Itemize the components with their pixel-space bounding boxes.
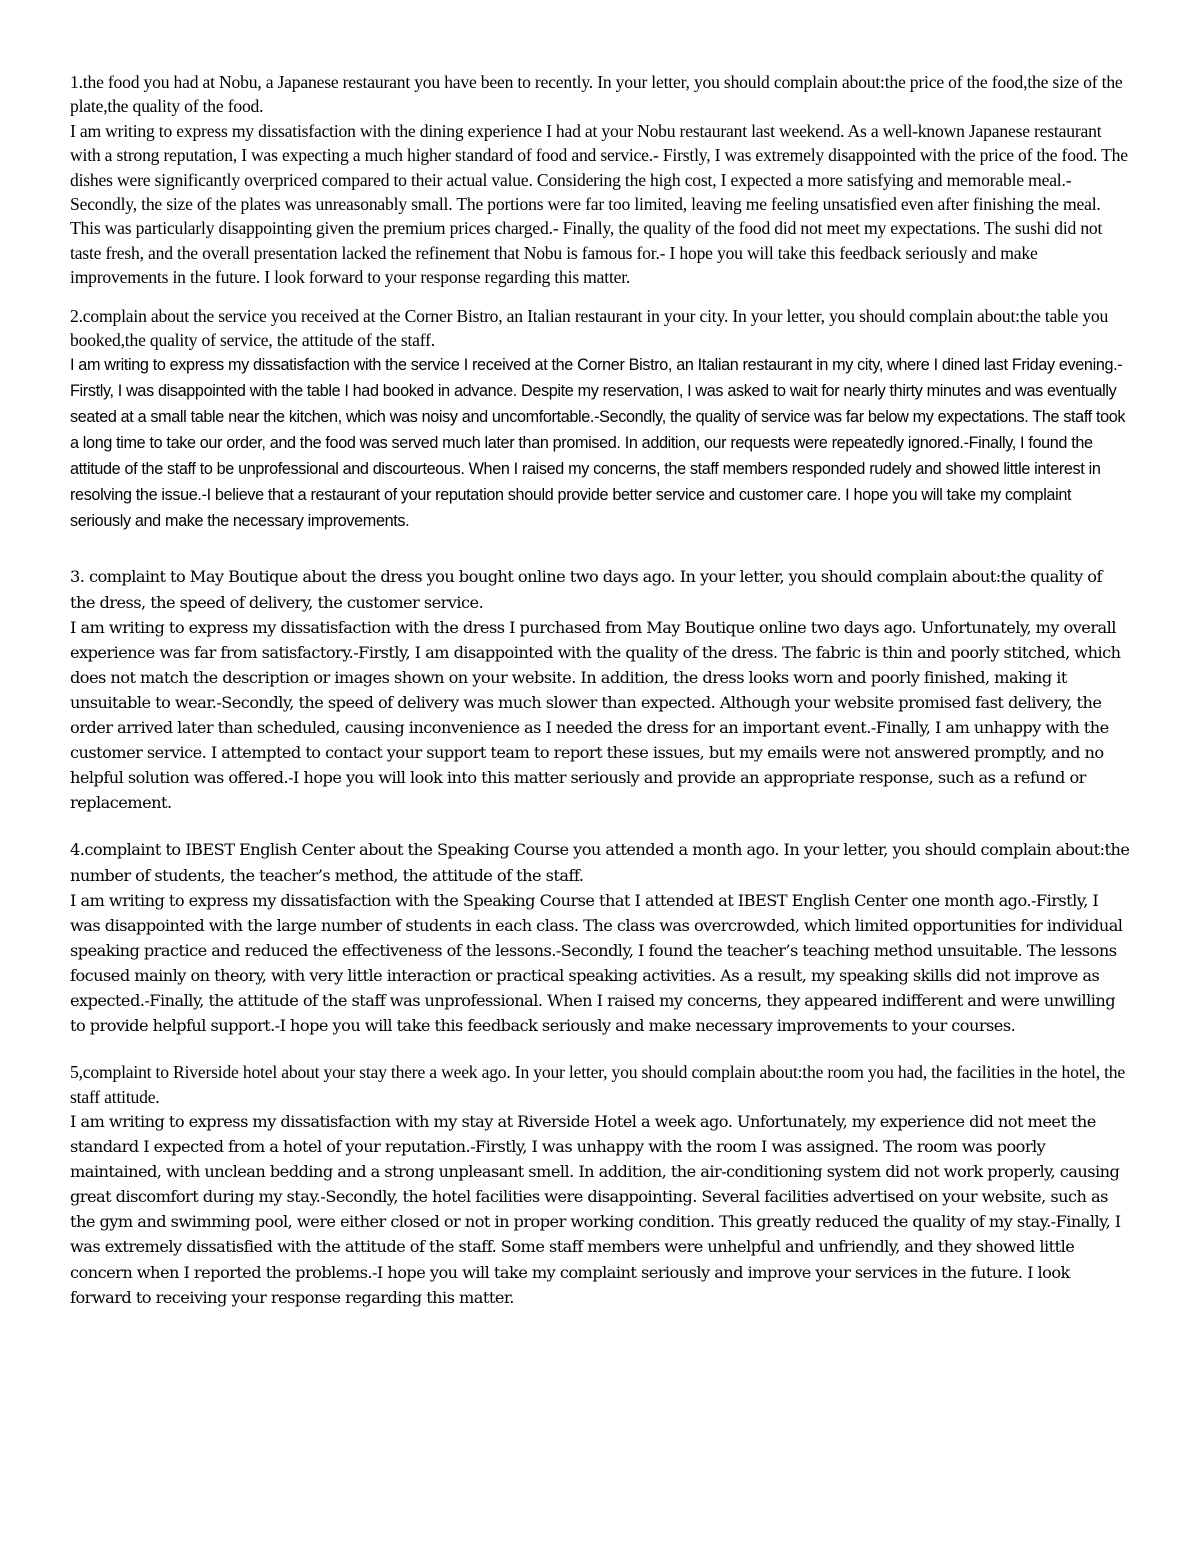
section-letter: I am writing to express my dissatisfaction with the dining experience I had at your Nobu restaurant last weekend. As a well-known Japanese restaurant with a strong reputation, I was expecting a much higher standard of food and service.- Firstly, I was extremely disappointed with the price of the food. The dishes were significantly overpriced compared to their actual value. Considering the high cost, I expected a more satisfying and memorable meal.- Secondly, the size of the plates was unreasonably small. The portions were far too limited, leaving me feeling unsatisfied even after finishing the meal. This was particularly disappointing given the premium prices charged.- Finally, the quality of the food did not meet my expectations. The sushi did not taste fresh, and the overall presentation lacked the refinement that Nobu is famous for.- I hope you will take this feedback seriously and make improvements in the future. I look forward to your response regarding this matter.: [70, 120, 1128, 288]
section-prompt: 1.the food you had at Nobu, a Japanese restaurant you have been to recently. In your letter, you should complain about:the price of the food,the size of the plate,the quality of the food.: [70, 72, 1123, 117]
complaint-section-3: [70, 564, 1130, 815]
section-letter: I am writing to express my dissatisfaction with my stay at Riverside Hotel a week ago. Unfortunately, my experience did not meet the standard I expected from a hotel of your reputation.-Firstly, I was unhappy with the room I was assigned. The room was poorly maintained, with unclean bedding and a strong unpleasant smell. In addition, the air-conditioning system did not work properly, causing great discomfort during my stay.-Secondly, the hotel facilities were disappointing. Several facilities advertised on your website, such as the gym and swimming pool, were either closed or not in proper working condition. This greatly reduced the quality of my stay.-Finally, I was extremely dissatisfied with the attitude of the staff. Some staff members were unhelpful and unfriendly, and they showed little concern when I reported the problems.-I hope you will take my complaint seriously and improve your services in the future. I look forward to receiving your response regarding this matter.: [70, 1111, 1121, 1307]
section-letter: I am writing to express my dissatisfaction with the Speaking Course that I attended at IBEST English Center one month ago.-Firstly, I was disappointed with the large number of students in each class. The class was overcrowded, which limited opportunities for individual speaking practice and reduced the effectiveness of the lessons.-Secondly, I found the teacher’s teaching method unsuitable. The lessons focused mainly on theory, with very little interaction or practical speaking activities. As a result, my speaking skills did not improve as expected.-Finally, the attitude of the staff was unprofessional. When I raised my concerns, they appeared indifferent and were unwilling to provide helpful support.-I hope you will take this feedback seriously and make necessary improvements to your courses.: [70, 890, 1123, 1036]
section-prompt: 3. complaint to May Boutique about the dress you bought online two days ago. In your letter, you should complain about:the quality of the dress, the speed of delivery, the customer service.: [70, 567, 1102, 612]
section-prompt: 5,complaint to Riverside hotel about your stay there a week ago. In your letter, you should complain about:the room you had, the facilities in the hotel, the staff attitude.: [70, 1062, 1126, 1107]
section-letter: I am writing to express my dissatisfaction with the service I received at the Corner Bistro, an Italian restaurant in my city, where I dined last Friday evening.-Firstly, I was disappointed with the table I had booked in advance. Despite my reservation, I was asked to wait for nearly thirty minutes and was eventually seated at a small table near the kitchen, which was noisy and uncomfortable.-Secondly, the quality of service was far below my expectations. The staff took a long time to take our order, and the food was served much later than promised. In addition, our requests were repeatedly ignored.-Finally, I found the attitude of the staff to be unprofessional and discourteous. When I raised my concerns, the staff members responded rudely and showed little interest in resolving the issue.-I believe that a restaurant of your reputation should provide better service and customer care. I hope you will take my complaint seriously and make the necessary improvements.: [70, 356, 1126, 531]
complaint-section-2: [70, 304, 1130, 535]
complaint-section-4: [70, 837, 1130, 1038]
section-prompt: 2.complain about the service you received at the Corner Bistro, an Italian restaurant in your city. In your letter, you should complain about:the table you booked,the quality of service, the attitude of the staff.: [70, 305, 1109, 351]
section-prompt: 4.complaint to IBEST English Center about the Speaking Course you attended a month ago. In your letter, you should complain about:the number of students, the teacher’s method, the attitude of the staff.: [70, 840, 1130, 885]
complaint-section-1: [70, 70, 1130, 290]
section-letter: I am writing to express my dissatisfaction with the dress I purchased from May Boutique online two days ago. Unfortunately, my overall experience was far from satisfactory.-Firstly, I am disappointed with the quality of the dress. The fabric is thin and poorly stitched, which does not match the description or images shown on your website. In addition, the dress looks worn and poorly finished, making it unsuitable to wear.-Secondly, the speed of delivery was much slower than expected. Although your website promised fast delivery, the order arrived later than scheduled, causing inconvenience as I needed the dress for an important event.-Finally, I am unhappy with the customer service. I attempted to contact your support team to report these issues, but my emails were not answered promptly, and no helpful solution was offered.-I hope you will look into this matter seriously and provide an appropriate response, such as a refund or replacement.: [70, 617, 1121, 813]
complaint-section-5: [70, 1060, 1130, 1310]
document-page: [70, 70, 1130, 1310]
